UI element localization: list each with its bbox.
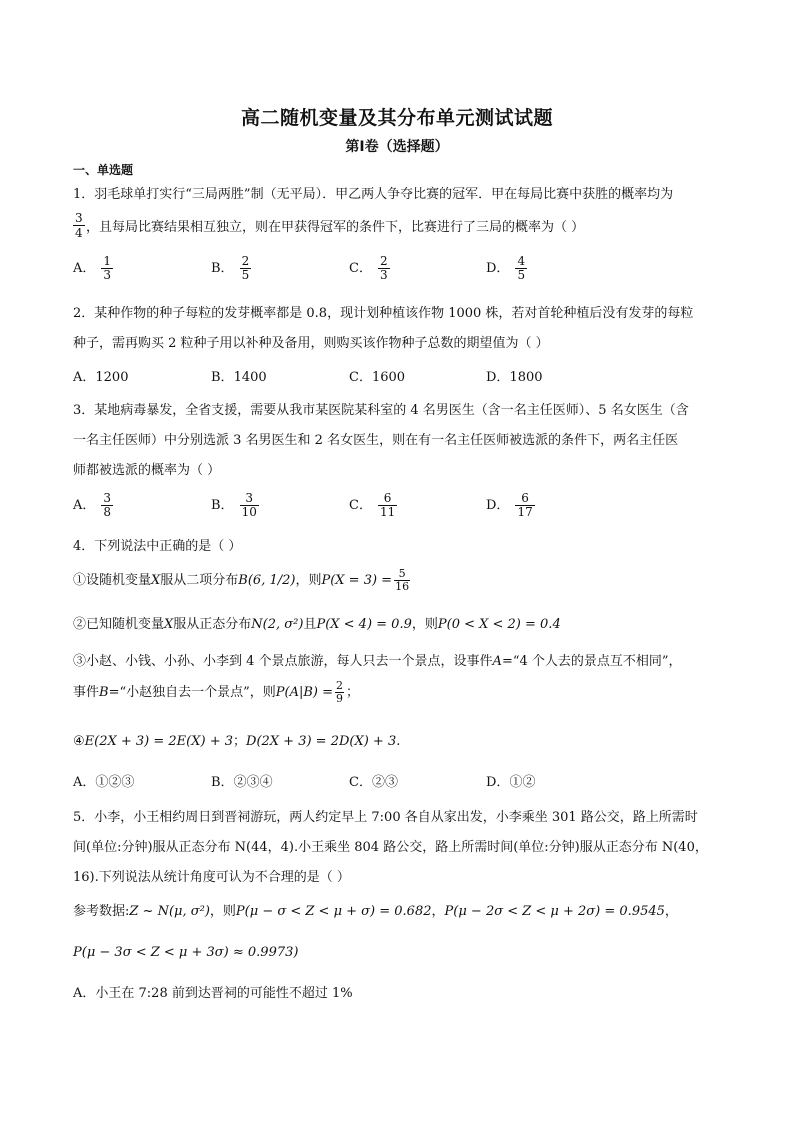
text: . [396,734,401,749]
frac-den: 11 [379,505,396,519]
frac-num: 3 [245,491,254,505]
math-expr: P(μ − 2σ < Z < μ + 2σ) = 0.9545 [444,904,665,919]
frac-den: 10 [241,505,257,519]
q4-statement-2 [73,616,561,634]
option-fraction [515,255,527,282]
math-expr: N(2, σ²) [251,617,304,632]
q2-option-d[interactable] [486,366,543,385]
option-label: B． [211,370,234,385]
q2-line-2: 种子，需再购买 2 粒种子用以补种及备用，则购买该作物种子总数的期望值为（ ） [73,336,549,351]
option-value: 1400 [233,370,267,385]
q1-fraction [73,211,85,240]
option-label: A． [73,775,96,790]
q1-option-c[interactable] [349,255,390,282]
option-label: D． [486,370,510,385]
frac-den: 5 [517,268,526,282]
option-fraction [378,255,390,282]
text: ； [346,685,360,700]
page-subtitle: 第I卷（选择题） [345,139,449,155]
q1-option-d[interactable] [486,255,527,282]
q1-line-1: 1．羽毛球单打实行“三局两胜”制（无平局）．甲乙两人争夺比赛的冠军．甲在每局比赛中获胜的概率均为 [73,187,674,202]
q1-frac-den: 4 [75,226,83,240]
q5-line-3: 16).下列说法从统计角度可认为不合理的是（ ） [73,870,350,885]
option-label: C． [349,370,372,385]
q5-line-2: 间(单位:分钟)服从正态分布 N(44，4).小王乘坐 804 路公交，路上所需时间(单位:分钟)服从正态分布 N(40， [73,840,708,855]
frac-num: 1 [103,254,112,268]
q4-statement-4 [73,733,400,751]
q3-option-a[interactable] [73,492,113,519]
q1-frac-num: 3 [75,211,83,225]
text: 事件 [73,685,100,700]
math-expr: P(X = 3) = [321,573,393,588]
text: 服从正态分布 [173,617,252,632]
option-fraction [101,492,113,519]
frac-den: 16 [395,580,410,593]
text: ， [431,904,445,919]
option-value: 1200 [95,370,129,385]
frac-den: 8 [103,505,112,519]
q3-line-2: 一名主任医师）中分别选派 3 名男医生和 2 名女医生，则在有一名主任医师被选派的条件下，两名主任医 [73,433,679,448]
q4-option-d[interactable] [486,771,535,790]
option-value: ②③④ [233,775,273,790]
math-var: A [492,654,502,669]
frac-num: 6 [383,491,392,505]
q5-line-1: 5．小李，小王相约周日到晋祠游玩，两人约定早上 7:00 各自从家出发，小李乘坐 301 路公交，路上所需时 [73,810,698,825]
q4-statement-3-line-2 [73,680,359,706]
frac-den: 9 [336,692,344,705]
q4-statement-1 [73,568,412,594]
math-expr: E(2X + 3) = 2E(X) + 3 [84,734,233,749]
math-var: X [151,573,161,588]
text: =“4 个人去的景点互不相同”， [501,654,682,669]
text: ②已知随机变量 [73,617,165,632]
math-expr: P(X < 4) = 0.9 [316,617,412,632]
option-label: A． [73,261,96,276]
option-label: A． [73,498,96,513]
math-var: X [164,617,174,632]
frac-num: 4 [517,254,526,268]
option-fraction [101,255,113,282]
text: ④ [73,734,85,749]
q5-reference-line-2 [73,944,298,962]
math-expr: P(μ − σ < Z < μ + σ) = 0.682 [235,904,432,919]
frac-num: 3 [103,491,112,505]
math-expr: D(2X + 3) = 2D(X) + 3 [246,734,397,749]
page-title: 高二随机变量及其分布单元测试试题 [240,107,553,129]
text: 且 [303,617,317,632]
frac-den: 3 [379,268,388,282]
text: 参考数据: [73,904,130,919]
option-label: B． [211,775,234,790]
option-fraction [515,492,534,519]
q3-line-3: 师都被选派的概率为（ ） [73,463,221,478]
q4-statement-3-line-1 [73,653,682,671]
math-expr: P(0 < X < 2) = 0.4 [437,617,561,632]
math-expr: P(A|B) = [275,685,334,700]
q2-options [73,366,733,402]
q4-options [73,771,733,807]
text: ，则 [411,617,438,632]
option-label: A． [73,370,96,385]
q5-option-a[interactable]: A．小王在 7:28 前到达晋祠的可能性不超过 1% [73,986,353,1001]
option-label: B． [211,498,234,513]
option-label: C． [349,775,372,790]
q1-option-a[interactable] [73,255,113,282]
frac-den: 3 [103,268,112,282]
text: ，则 [295,573,322,588]
q1-options [73,255,733,291]
q4-option-a[interactable] [73,771,134,790]
option-value: ①② [509,775,536,790]
option-fraction [240,255,252,282]
math-expr: Z ~ N(μ, σ²) [129,904,210,919]
text: ①设随机变量 [73,573,152,588]
q3-option-d[interactable] [486,492,535,519]
option-label: C． [349,498,372,513]
option-fraction [378,492,397,519]
frac-num: 2 [379,254,388,268]
frac-num: 2 [336,679,344,692]
q4-stem: 4．下列说法中正确的是（ ） [73,539,242,554]
option-value: ②③ [371,775,398,790]
frac-num: 2 [241,254,250,268]
text: ； [233,734,247,749]
option-value: 1600 [371,370,406,385]
q4-option-c[interactable] [349,771,398,790]
q1-option-b[interactable] [211,255,251,282]
option-label: B． [211,261,234,276]
frac-den: 17 [517,505,533,519]
math-var: B [99,685,109,700]
option-value: 1800 [509,370,543,385]
q1-line-2: ，且每局比赛结果相互独立，则在甲获得冠军的条件下，比赛进行了三局的概率为（ ） [86,220,585,235]
q2-option-b[interactable] [211,366,267,385]
option-value: ①②③ [95,775,135,790]
text: ， [664,904,678,919]
section-heading: 一、单选题 [73,163,134,177]
inline-fraction [394,568,410,593]
q3-options [73,492,733,528]
q2-option-a[interactable] [73,366,128,385]
option-label: D． [486,775,510,790]
text: 服从二项分布 [160,573,239,588]
inline-fraction [335,680,344,705]
option-label: C． [349,261,372,276]
text: ③小赵、小钱、小孙、小李到 4 个景点旅游，每人只去一个景点，设事件 [73,654,493,669]
q3-line-1: 3．某地病毒暴发，全省支援，需要从我市某医院某科室的 4 名男医生（含一名主任医师）、5 名女医生（含 [73,403,689,418]
math-expr: B(6, 1/2) [238,573,296,588]
frac-num: 6 [521,491,529,505]
q3-option-b[interactable] [211,492,259,519]
option-fraction [240,492,259,519]
q5-reference-line-1 [73,903,678,921]
text: =“小赵独自去一个景点”，则 [108,685,276,700]
frac-num: 5 [398,567,406,580]
option-label: D． [486,261,510,276]
q2-option-c[interactable] [349,366,405,385]
q4-option-b[interactable] [211,771,273,790]
math-expr: P(μ − 3σ < Z < μ + 3σ) ≈ 0.9973) [73,945,299,960]
text: ，则 [209,904,236,919]
q2-line-1: 2．某种作物的种子每粒的发芽概率都是 0.8，现计划种植该作物 1000 株，若对首轮种植后没有发芽的每粒 [73,306,694,321]
q3-option-c[interactable] [349,492,397,519]
option-label: D． [486,498,510,513]
frac-den: 5 [241,268,250,282]
